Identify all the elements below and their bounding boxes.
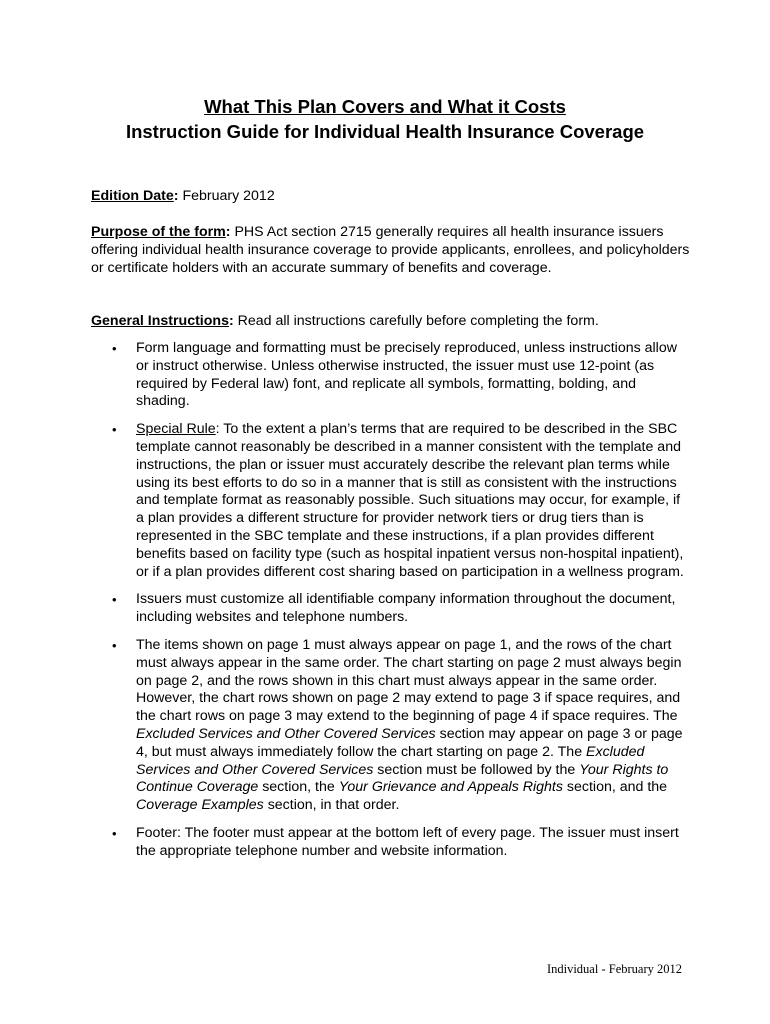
list-item: [91, 421, 691, 581]
section-name-emphasis: Your Rights to Continue Coverage: [136, 761, 669, 796]
purpose-text: PHS Act section 2715 generally requires all health insurance issuers offering individual health insurance coverage to provide applicants, enrollees, and policyholders or certificate holders with an accurate summary of benefits and coverage.: [91, 224, 690, 276]
instruction-text: Issuers must customize all identifiable company information throughout the document, including websites and telephone numbers.: [136, 591, 676, 626]
purpose-label: Purpose of the form: [91, 224, 226, 240]
bullet-icon: •: [112, 341, 117, 356]
edition-date-value: February 2012: [178, 188, 275, 204]
instruction-text: section, the: [258, 779, 339, 796]
general-instructions-colon: :: [228, 313, 234, 329]
bullet-icon: •: [112, 825, 117, 841]
page-subtitle: Instruction Guide for Individual Health Insurance Coverage: [125, 121, 645, 142]
document-header: [0, 94, 770, 144]
section-name-emphasis: Excluded Services and Other Covered Services: [136, 725, 436, 742]
purpose-colon: :: [225, 224, 231, 240]
edition-date-colon: :: [173, 188, 179, 204]
general-instructions-text: Read all instructions carefully before completing the form.: [233, 313, 599, 329]
section-name-emphasis: Coverage Examples: [136, 797, 264, 814]
instruction-text: Footer: The footer must appear at the bottom left of every page. The issuer must insert the appropriate telephone number and website information.: [136, 824, 679, 859]
instruction-text: section may appear on page 3 or page 4, but must always immediately follow the chart starting on page 2. The: [136, 725, 683, 760]
bullet-icon: •: [112, 422, 117, 438]
page-title: What This Plan Covers and What it Costs: [204, 96, 566, 117]
bullet-icon: •: [112, 592, 117, 608]
edition-date-section: [91, 188, 691, 206]
instruction-text: The items shown on page 1 must always appear on page 1, and the rows of the chart must always appear in the same order. The chart starting on page 2 must always begin on page 2, and the rows shown in this chart must always appear in the same order. However, the chart rows shown on page 2 may extend to page 3 if space requires, and the chart rows on page 3 may extend to the beginning of page 4 if space requires. The: [136, 636, 682, 725]
bullet-icon: •: [112, 637, 117, 653]
instruction-text: Form language and formatting must be precisely reproduced, unless instructions allow or instruct otherwise. Unless otherwise instructed, the issuer must use 12-point (as required by Federal law) font, and replicate all symbols, formatting, bolding, and shading.: [136, 340, 677, 410]
instruction-list: [91, 340, 691, 871]
list-item: [91, 825, 691, 861]
instruction-text: section, in that order.: [263, 797, 400, 814]
purpose-section: [91, 224, 691, 277]
special-rule-label: Special Rule: [136, 421, 216, 438]
list-item: [91, 637, 691, 815]
general-instructions-label: General Instructions: [91, 313, 229, 329]
general-instructions-section: [91, 313, 691, 331]
instruction-text: section, and the: [562, 779, 668, 796]
section-name-emphasis: Excluded Services and Other Covered Services: [136, 743, 645, 778]
list-item: [91, 340, 691, 411]
section-name-emphasis: Your Grievance and Appeals Rights: [338, 779, 563, 796]
list-item: [91, 591, 691, 627]
instruction-text: section must be followed by the: [373, 761, 580, 778]
instruction-text: : To the extent a plan’s terms that are required to be described in the SBC template cannot reasonably be described in a manner consistent with the template and instructions, the plan or issuer must accurately describe the relevant plan terms while using its best efforts to do so in a manner that is still as consistent with the instructions and template format as reasonably possible. Such situations may occur, for example, if a plan provides a different structure for provider network tiers or drug tiers than is represented in the SBC template and these instructions, if a plan provides different benefits based on facility type (such as hospital inpatient versus non-hospital inpatient), or if a plan provides different cost sharing based on participation in a wellness program.: [136, 421, 684, 580]
edition-date-label: Edition Date: [91, 188, 174, 204]
page-footer: Individual - February 2012: [546, 962, 682, 976]
